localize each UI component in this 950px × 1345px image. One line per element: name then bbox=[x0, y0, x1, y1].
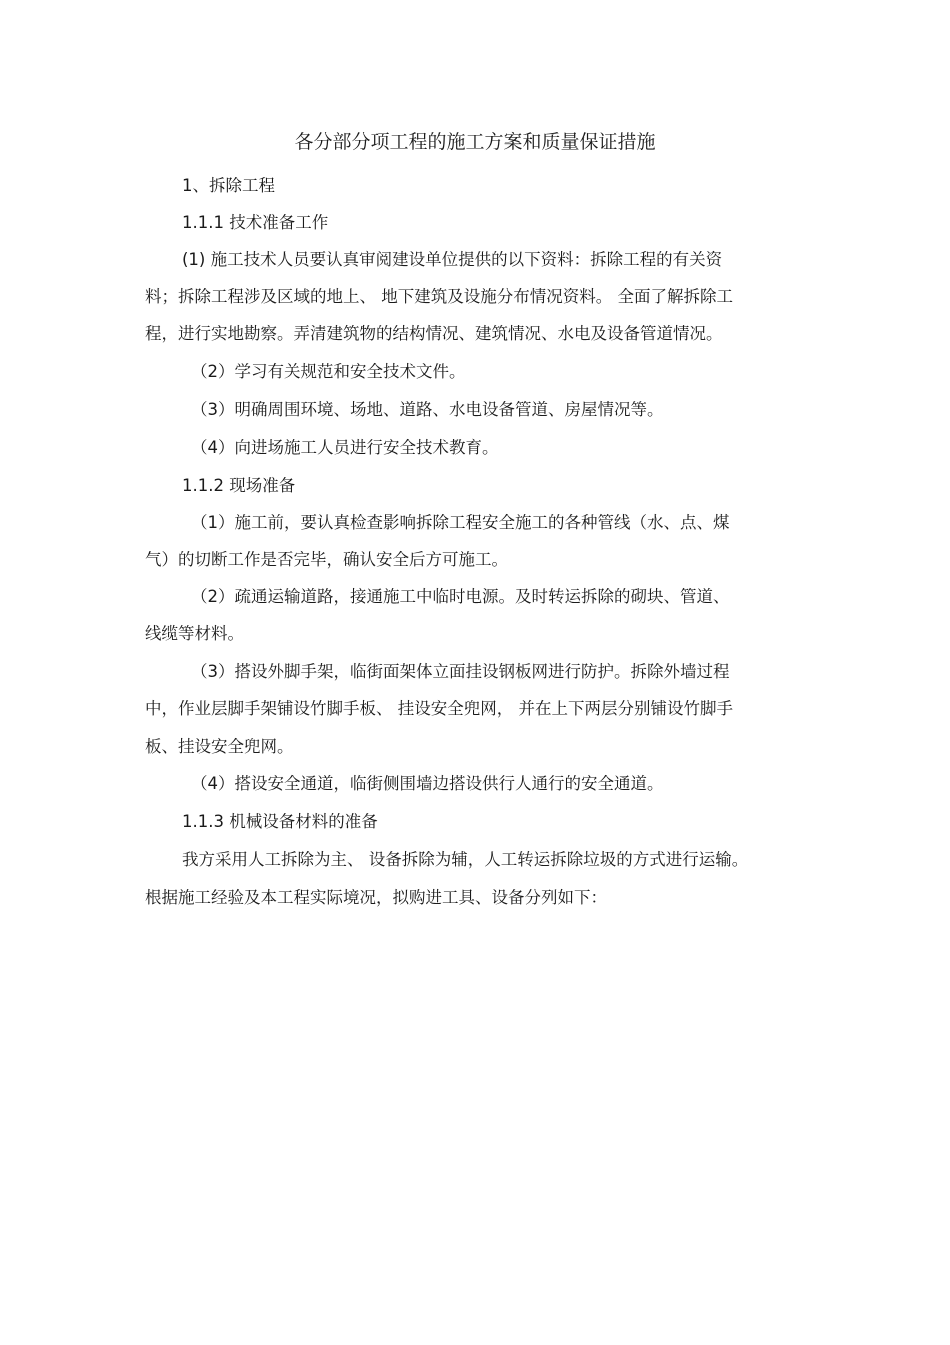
paragraph-line: 气）的切断工作是否完毕，确认安全后方可施工。 bbox=[145, 550, 508, 569]
paragraph-line: （2）疏通运输道路，接通施工中临时电源。及时转运拆除的砌块、管道、 bbox=[191, 587, 730, 606]
paragraph-line: 线缆等材料。 bbox=[145, 624, 244, 643]
subsection-heading-site-preparation: 1.1.2 现场准备 bbox=[182, 476, 296, 495]
document-title: 各分部分项工程的施工方案和质量保证措施 bbox=[294, 131, 656, 153]
subsection-heading-equipment-preparation: 1.1.3 机械设备材料的准备 bbox=[182, 812, 378, 831]
paragraph-line: （4）搭设安全通道，临街侧围墙边搭设供行人通行的安全通道。 bbox=[191, 774, 664, 793]
paragraph-line: 我方采用人工拆除为主、 设备拆除为辅，人工转运拆除垃圾的方式进行运输。 bbox=[182, 850, 749, 869]
section-heading-demolition: 1、拆除工程 bbox=[182, 176, 275, 195]
paragraph-line: （4）向进场施工人员进行安全技术教育。 bbox=[191, 438, 499, 457]
paragraph-line: （3）搭设外脚手架，临街面架体立面挂设钢板网进行防护。拆除外墙过程 bbox=[191, 662, 730, 681]
paragraph-line: 程，进行实地勘察。弄清建筑物的结构情况、建筑情况、水电及设备管道情况。 bbox=[145, 324, 723, 343]
paragraph-line: 料；拆除工程涉及区域的地上、 地下建筑及设施分布情况资料。 全面了解拆除工 bbox=[145, 287, 733, 306]
subsection-heading-technical-preparation: 1.1.1 技术准备工作 bbox=[182, 213, 329, 232]
paragraph-line: （2）学习有关规范和安全技术文件。 bbox=[191, 362, 466, 381]
paragraph-line: 根据施工经验及本工程实际境况，拟购进工具、设备分列如下： bbox=[145, 888, 607, 907]
paragraph-line: (1) 施工技术人员要认真审阅建设单位提供的以下资料：拆除工程的有关资 bbox=[182, 250, 723, 269]
paragraph-line: （1）施工前，要认真检查影响拆除工程安全施工的各种管线（水、点、煤 bbox=[191, 513, 730, 532]
paragraph-line: 中，作业层脚手架铺设竹脚手板、 挂设安全兜网， 并在上下两层分别铺设竹脚手 bbox=[145, 699, 733, 718]
paragraph-line: 板、挂设安全兜网。 bbox=[145, 737, 294, 756]
paragraph-line: （3）明确周围环境、场地、道路、水电设备管道、房屋情况等。 bbox=[191, 400, 664, 419]
